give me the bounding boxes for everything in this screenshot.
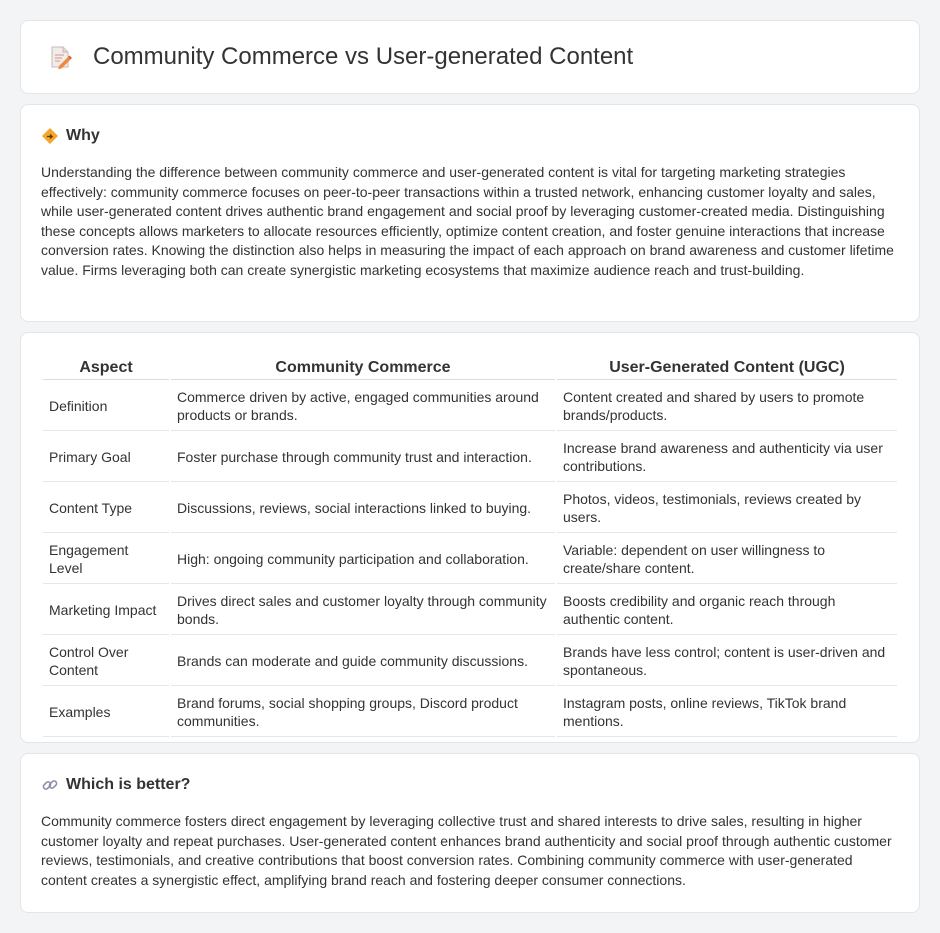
ugc-cell: Boosts credibility and organic reach through authentic content. [557, 586, 897, 635]
ugc-cell: Instagram posts, online reviews, TikTok brand mentions. [557, 688, 897, 737]
diamond-sign-icon [41, 127, 59, 145]
document-pencil-icon [47, 44, 73, 70]
community-commerce-cell: Drives direct sales and customer loyalty through community bonds. [171, 586, 555, 635]
which-is-better-section [20, 753, 920, 913]
table-row [43, 433, 897, 482]
column-header-aspect: Aspect [43, 355, 169, 380]
community-commerce-cell: Discussions, reviews, social interactions linked to buying. [171, 484, 555, 533]
community-commerce-cell: Foster purchase through community trust and interaction. [171, 433, 555, 482]
why-heading: Why [66, 127, 100, 144]
better-heading: Which is better? [66, 776, 191, 793]
aspect-cell: Definition [43, 382, 169, 431]
comparison-table-card [20, 332, 920, 743]
table-header-row [43, 355, 897, 380]
table-row [43, 688, 897, 737]
table-row [43, 382, 897, 431]
ugc-cell: Increase brand awareness and authenticity via user contributions. [557, 433, 897, 482]
better-text: Community commerce fosters direct engagement by leveraging collective trust and shared interests to drive sales, resulting in higher customer loyalty and repeat purchases. User-generated content enhances brand authenticity and social proof through authentic customer reviews, testimonials, and creative contributions that boost conversion rates. Combining community commerce with user-generated content creates a synergistic effect, amplifying brand reach and fostering deeper consumer connections. [41, 813, 892, 888]
community-commerce-cell: High: ongoing community participation and collaboration. [171, 535, 555, 584]
why-text: Understanding the difference between community commerce and user-generated content is vital for targeting marketing strategies effectively: community commerce focuses on peer-to-peer transactions within a trusted network, enhancing customer loyalty and sales, while user-generated content drives authentic brand engagement and social proof by leveraging customer-created media. Distinguishing these concepts allows marketers to allocate resources efficiently, optimize content creation, and foster genuine interactions that increase conversion rates. Knowing the distinction also helps in measuring the impact of each approach on brand awareness and customer lifetime value. Firms leveraging both can create synergistic marketing ecosystems that maximize audience reach and trust-building. [41, 164, 894, 278]
aspect-cell: Primary Goal [43, 433, 169, 482]
aspect-cell: Examples [43, 688, 169, 737]
aspect-cell: Control Over Content [43, 637, 169, 686]
ugc-cell: Brands have less control; content is user-driven and spontaneous. [557, 637, 897, 686]
ugc-cell: Photos, videos, testimonials, reviews created by users. [557, 484, 897, 533]
table-row [43, 484, 897, 533]
comparison-table [41, 353, 899, 739]
header-card [20, 20, 920, 94]
why-heading-row [41, 127, 899, 145]
better-heading-row [41, 776, 899, 794]
aspect-cell: Content Type [43, 484, 169, 533]
table-row [43, 586, 897, 635]
table-row [43, 637, 897, 686]
column-header-community-commerce: Community Commerce [171, 355, 555, 380]
column-header-ugc: User-Generated Content (UGC) [557, 355, 897, 380]
page-title: Community Commerce vs User-generated Content [93, 43, 634, 70]
community-commerce-cell: Commerce driven by active, engaged communities around products or brands. [171, 382, 555, 431]
ugc-cell: Content created and shared by users to promote brands/products. [557, 382, 897, 431]
why-section [20, 104, 920, 322]
community-commerce-cell: Brand forums, social shopping groups, Discord product communities. [171, 688, 555, 737]
ugc-cell: Variable: dependent on user willingness to create/share content. [557, 535, 897, 584]
aspect-cell: Engagement Level [43, 535, 169, 584]
table-row [43, 535, 897, 584]
community-commerce-cell: Brands can moderate and guide community discussions. [171, 637, 555, 686]
aspect-cell: Marketing Impact [43, 586, 169, 635]
link-icon [41, 776, 59, 794]
